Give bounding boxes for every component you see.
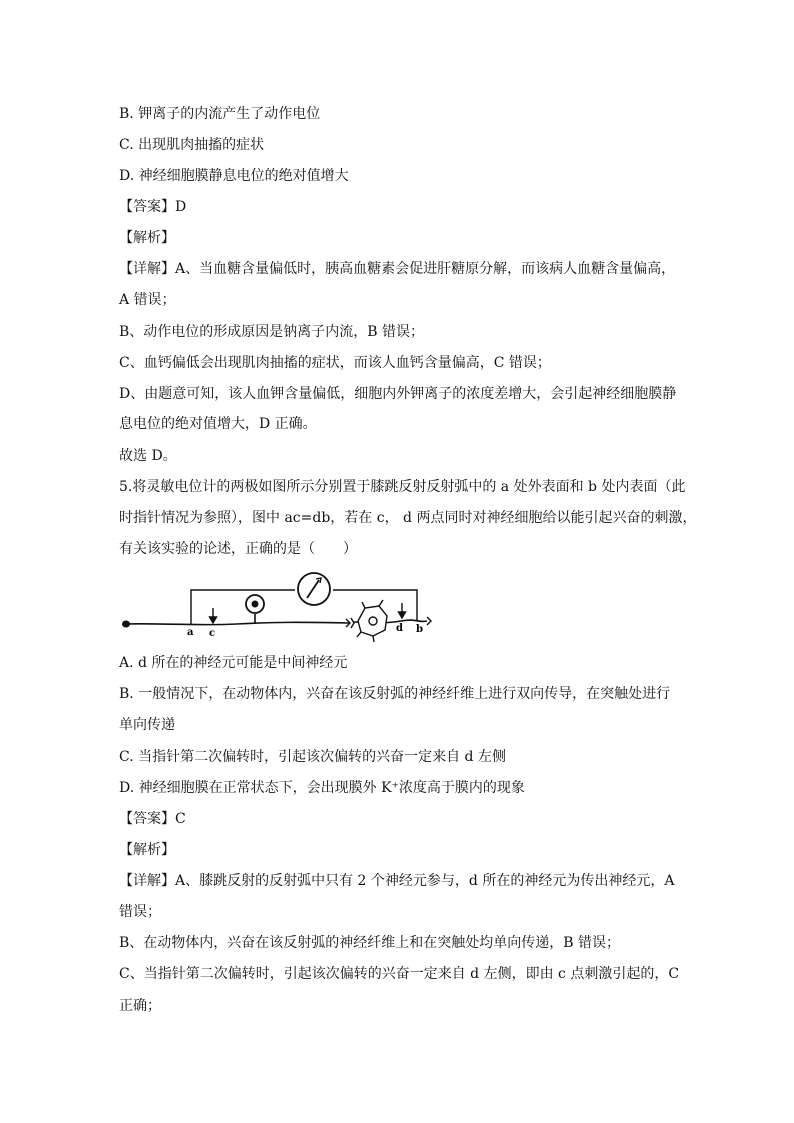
prev-option-c: C. 出现肌肉抽搐的症状 bbox=[119, 137, 265, 153]
prev-option-d: D. 神经细胞膜静息电位的绝对值增大 bbox=[119, 168, 349, 184]
receptor-end bbox=[122, 621, 130, 628]
q5-analysis-label: 【解析】 bbox=[119, 842, 175, 858]
prev-option-b: B. 钾离子的内流产生了动作电位 bbox=[119, 106, 321, 122]
q5-option-a: A. d 所在的神经元可能是中间神经元 bbox=[119, 655, 348, 671]
q5-detail-line: B、在动物体内，兴奋在该反射弧的神经纤维上和在突触处均单向传递，B 错误； bbox=[119, 935, 621, 951]
q5-option-c: C. 当指针第二次偏转时，引起该次偏转的兴奋一定来自 d 左侧 bbox=[119, 749, 506, 765]
q5-detail-line: 正确； bbox=[119, 998, 161, 1014]
q5-detail-line: C、当指针第二次偏转时，引起该次偏转的兴奋一定来自 d 左侧，即由 c 点刺激引起的，C bbox=[119, 966, 680, 982]
q5-answer: 【答案】C bbox=[119, 811, 186, 827]
label-c: c bbox=[209, 628, 216, 639]
neuron-cell-body-icon bbox=[246, 595, 264, 624]
prev-analysis-label: 【解析】 bbox=[119, 230, 175, 246]
q5-stem-line: 5.将灵敏电位计的两极如图所示分别置于膝跳反射反射弧中的 a 处外表面和 b 处内表面（此 bbox=[119, 479, 686, 495]
q5-option-d: D. 神经细胞膜在正常状态下，会出现膜外 K⁺浓度高于膜内的现象 bbox=[119, 780, 525, 796]
galvanometer-icon bbox=[298, 573, 330, 605]
q5-stem-line: 时指针情况为参照），图中 ac=db，若在 c， d 两点同时对神经细胞给以能引起兴奋的刺激， bbox=[119, 510, 697, 526]
label-b: b bbox=[416, 624, 423, 635]
q5-detail-line: 【详解】A、膝跳反射的反射弧中只有 2 个神经元参与，d 所在的神经元为传出神经元，A bbox=[119, 873, 675, 889]
label-a: a bbox=[187, 627, 194, 638]
q5-stem-line: 有关该实验的论述，正确的是（ ） bbox=[119, 541, 357, 557]
effector-end-icon bbox=[427, 617, 431, 625]
stimulus-arrow-d-icon bbox=[399, 603, 406, 618]
motor-neuron-cell-body-icon bbox=[357, 600, 387, 642]
prev-detail-line: D、由题意可知，该人血钾含量偏低，细胞内外钾离子的浓度差增大，会引起神经细胞膜静 bbox=[119, 386, 677, 402]
label-d: d bbox=[396, 623, 403, 634]
reflex-arc-figure bbox=[117, 572, 437, 642]
q5-detail-line: 错误； bbox=[119, 904, 161, 920]
stimulus-arrow-c-icon bbox=[210, 608, 217, 623]
prev-detail-line: 故选 D。 bbox=[119, 448, 177, 464]
prev-answer: 【答案】D bbox=[119, 199, 187, 215]
q5-option-b: B. 一般情况下，在动物体内，兴奋在该反射弧的神经纤维上进行双向传导，在突触处进行 bbox=[119, 686, 671, 702]
prev-detail-line: B、动作电位的形成原因是钠离子内流，B 错误； bbox=[119, 324, 425, 340]
q5-option-b-cont: 单向传递 bbox=[119, 717, 175, 733]
prev-detail-line: C、血钙偏低会出现肌肉抽搐的症状，而该人血钙含量偏高，C 错误； bbox=[119, 355, 551, 371]
prev-detail-line: 息电位的绝对值增大，D 正确。 bbox=[119, 416, 317, 432]
prev-detail-line: 【详解】A、当血糖含量偏低时，胰高血糖素会促进肝糖原分解，而该病人血糖含量偏高， bbox=[119, 261, 676, 277]
prev-detail-line: A 错误； bbox=[119, 292, 176, 308]
